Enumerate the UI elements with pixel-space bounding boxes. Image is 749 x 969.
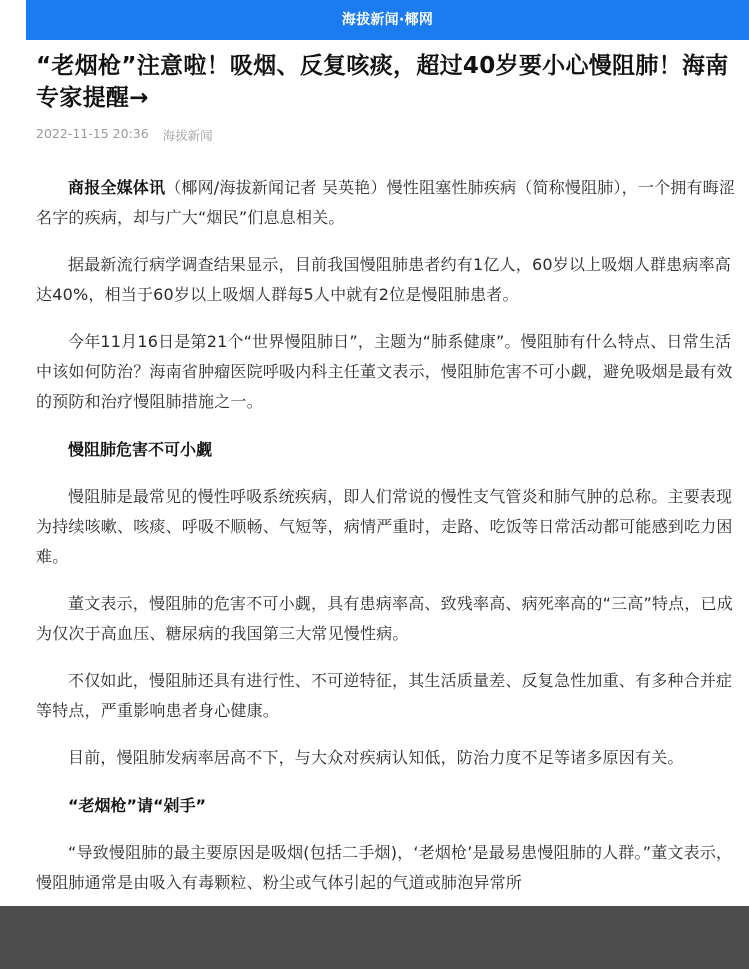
bottom-overlay-bar <box>0 906 749 969</box>
section-heading-smoking: “老烟枪”请“剁手” <box>68 796 207 815</box>
article-title: “老烟枪”注意啦！吸烟、反复咳痰，超过40岁要小心慢阻肺！海南专家提醒→ <box>36 53 729 111</box>
article-meta <box>36 126 741 144</box>
section-heading-harm: 慢阻肺危害不可小觑 <box>68 440 213 459</box>
paragraph-three-highs: 董文表示，慢阻肺的危害不可小觑，具有患病率高、致残率高、病死率高的“三高”特点，已成为仅次于高血压、糖尿病的我国第三大常见慢性病。 <box>36 594 733 643</box>
paragraph-definition: 慢阻肺是最常见的慢性呼吸系统疾病，即人们常说的慢性支气管炎和肺气肿的总称。主要表现为持续咳嗽、咳痰、呼吸不顺畅、气短等，病情严重时，走路、吃饭等日常活动都可能感到吃力困难。 <box>36 487 733 566</box>
intro-rest: （椰网/海拔新闻记者 吴英艳）慢性阻塞性肺疾病（简称慢阻肺），一个拥有晦涩名字的疾病，却与广大“烟民”们息息相关。 <box>36 178 736 227</box>
paragraph-irreversible: 不仅如此，慢阻肺还具有进行性、不可逆特征，其生活质量差、反复急性加重、有多种合并症等特点，严重影响患者身心健康。 <box>36 671 733 720</box>
paragraph-survey: 据最新流行病学调查结果显示，目前我国慢阻肺患者约有1亿人，60岁以上吸烟人群患病率高达40%，相当于60岁以上吸烟人群每5人中就有2位是慢阻肺患者。 <box>36 255 731 304</box>
paragraph-smoking-cause: “导致慢阻肺的最主要原因是吸烟(包括二手烟)，‘老烟枪’是最易患慢阻肺的人群。”董文表示，慢阻肺通常是由吸入有毒颗粒、粉尘或气体引起的气道或肺泡异常所 <box>36 843 733 892</box>
site-header[interactable]: 海拔新闻·椰网 <box>26 0 749 40</box>
paragraph-intro <box>36 173 741 233</box>
paragraph-world-copd-day: 今年11月16日是第21个“世界慢阻肺日”，主题为“肺系健康”。慢阻肺有什么特点、日常生活中该如何防治？海南省肿瘤医院呼吸内科主任董文表示，慢阻肺危害不可小觑，避免吸烟是最有效的预防和治疗慢阻肺措施之一。 <box>36 332 733 411</box>
intro-lead: 商报全媒体讯 <box>68 178 166 197</box>
article-content <box>36 50 741 898</box>
paragraph-current-status: 目前，慢阻肺发病率居高不下，与大众对疾病认知低，防治力度不足等诸多原因有关。 <box>68 748 684 767</box>
article-source[interactable]: 海拔新闻 <box>162 128 213 143</box>
publish-date: 2022-11-15 20:36 <box>36 126 149 141</box>
